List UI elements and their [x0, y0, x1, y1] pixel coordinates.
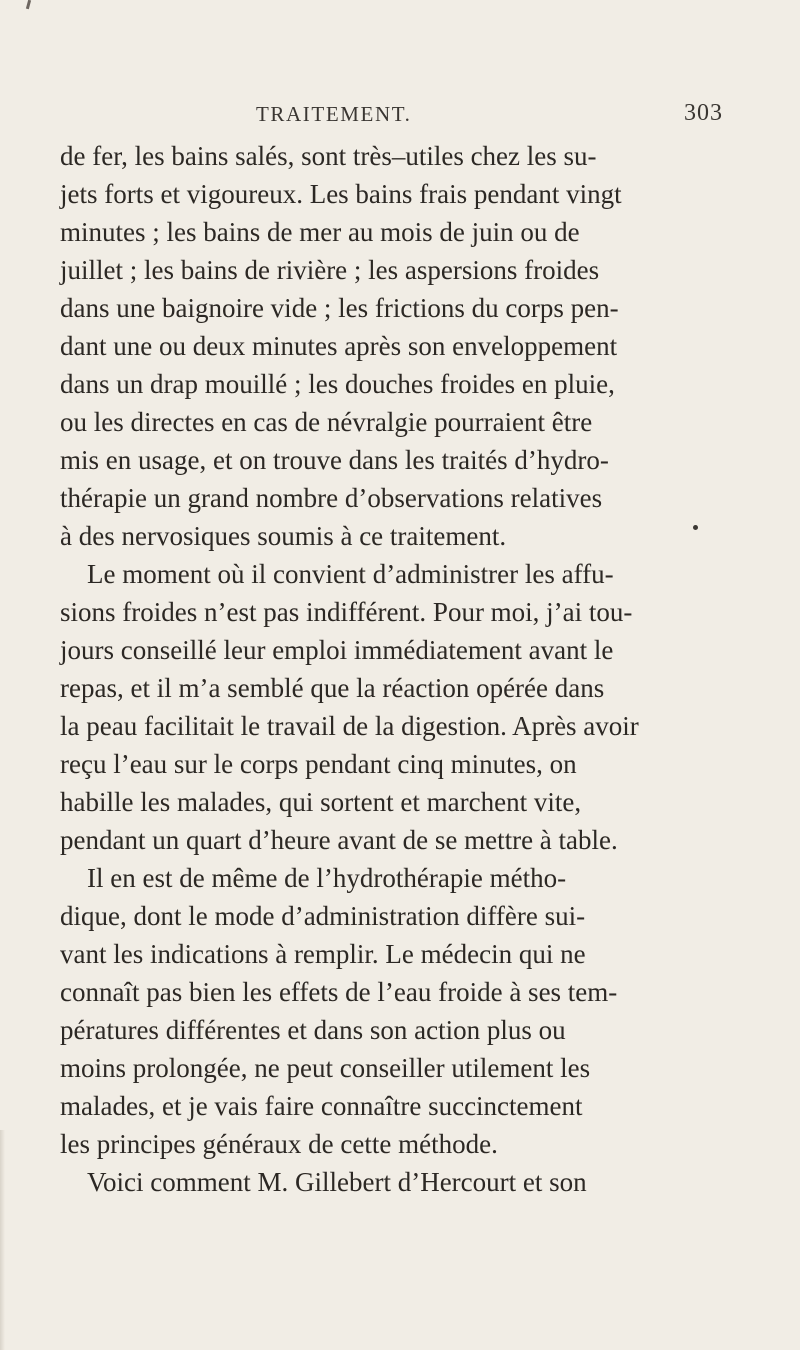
- text-line: la peau facilitait le travail de la digestion. Après avoir: [60, 711, 639, 741]
- running-title: TRAITEMENT.: [256, 102, 412, 126]
- text-line: pératures différentes et dans son action plus ou: [60, 1015, 566, 1045]
- text-line: juillet ; les bains de rivière ; les aspersions froides: [60, 255, 600, 285]
- stray-ink-mark: [26, 0, 31, 9]
- text-line: reçu l’eau sur le corps pendant cinq minutes, on: [60, 749, 577, 779]
- text-line: jets forts et vigoureux. Les bains frais pendant vingt: [60, 179, 622, 209]
- text-line: thérapie un grand nombre d’observations relatives: [60, 483, 603, 513]
- text-line: dique, dont le mode d’administration diffère sui-: [60, 901, 586, 931]
- text-line: habille les malades, qui sortent et marchent vite,: [60, 787, 582, 817]
- page-number: 303: [684, 100, 723, 126]
- text-line: jours conseillé leur emploi immédiatement avant le: [60, 635, 614, 665]
- text-line: sions froides n’est pas indifférent. Pour moi, j’ai tou-: [60, 597, 633, 627]
- text-line: Voici comment M. Gillebert d’Hercourt et son: [87, 1167, 587, 1197]
- text-line: ou les directes en cas de névralgie pourraient être: [60, 407, 593, 437]
- text-line: malades, et je vais faire connaître succinctement: [60, 1091, 583, 1121]
- text-line: moins prolongée, ne peut conseiller utilement les: [60, 1053, 591, 1083]
- text-line: pendant un quart d’heure avant de se mettre à table.: [60, 825, 618, 855]
- text-line: vant les indications à remplir. Le médecin qui ne: [60, 939, 586, 969]
- margin-dot: [693, 525, 698, 530]
- text-line: dant une ou deux minutes après son enveloppement: [60, 331, 618, 361]
- text-line: minutes ; les bains de mer au mois de juin ou de: [60, 217, 580, 247]
- text-line: dans une baignoire vide ; les frictions du corps pen-: [60, 293, 619, 323]
- text-line: à des nervosiques soumis à ce traitement.: [60, 521, 507, 551]
- text-line: les principes généraux de cette méthode.: [60, 1129, 498, 1159]
- text-line: Il en est de même de l’hydrothérapie métho-: [87, 863, 567, 893]
- text-line: dans un drap mouillé ; les douches froides en pluie,: [60, 369, 615, 399]
- text-line: repas, et il m’a semblé que la réaction opérée dans: [60, 673, 605, 703]
- page-edge-shadow: [0, 1130, 5, 1350]
- text-line: Le moment où il convient d’administrer les affu-: [87, 559, 614, 589]
- text-line: connaît pas bien les effets de l’eau froide à ses tem-: [60, 977, 618, 1007]
- text-line: de fer, les bains salés, sont très–utiles chez les su-: [60, 141, 597, 171]
- text-line: mis en usage, et on trouve dans les traités d’hydro-: [60, 445, 609, 475]
